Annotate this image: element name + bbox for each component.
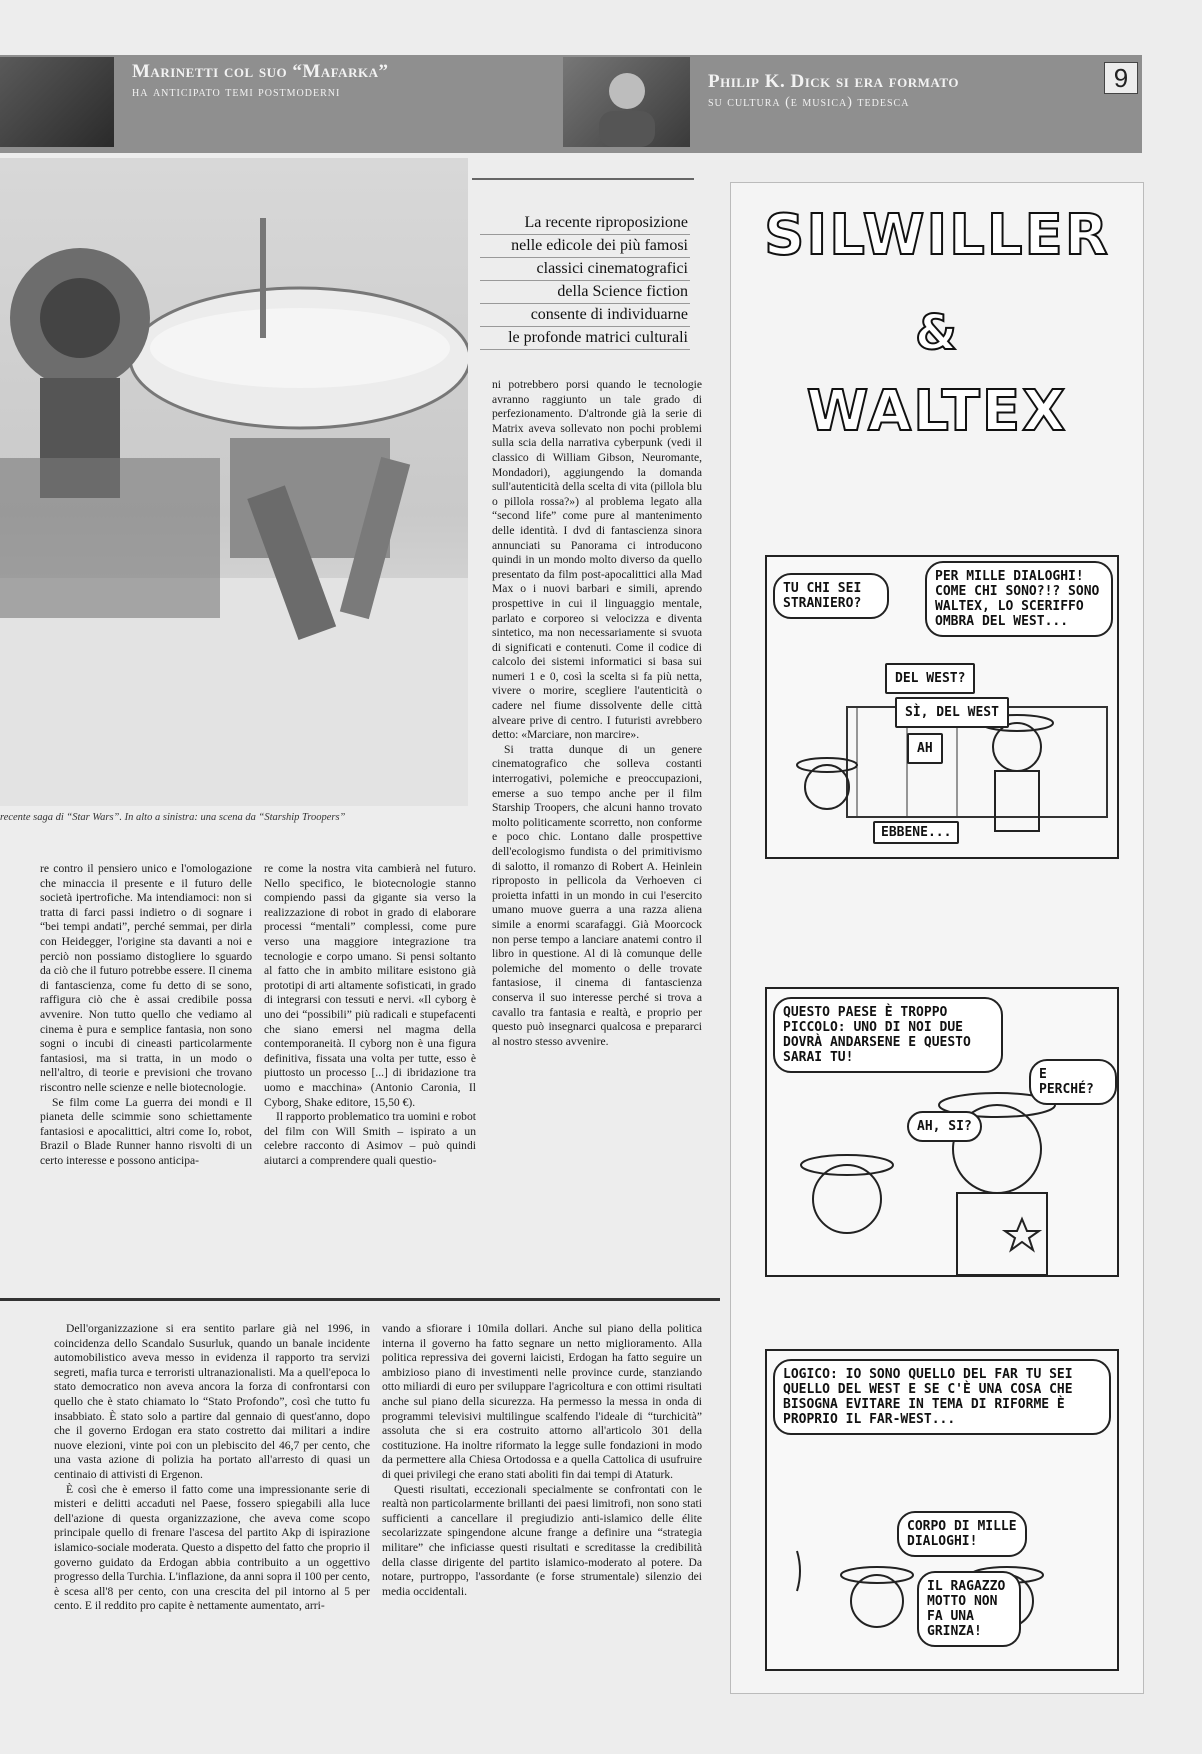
- speech-bubble: TU CHI SEI STRANIERO?: [773, 573, 889, 619]
- pull-quote-line: classici cinematografici: [480, 258, 690, 281]
- pull-quote: [480, 212, 690, 350]
- sign-board: SÌ, DEL WEST: [895, 697, 1009, 728]
- comic-panel-2: [765, 987, 1119, 1277]
- paragraph: È così che è emerso il fatto come una impressionante serie di misteri e delitti accaduti nel Paese, fossero spiegabili alla luce dell'azione di questa organizzazione, che aveva come scopo principale quello di frenare l'ascesa del partito Akp di ispirazione islamico-sociale moderata. Questo a dispetto del fatto che proprio il governo guidato da Erdogan abbia contribuito a un oggettivo progresso della Turchia. L'inflazione, da anni sopra il 100 per cento, è scesa all'8 per cento, con una crescita del pil intorno al 5 per cento. E il reddito pro capite è nettamente aumentato, arri-: [54, 1482, 371, 1613]
- header-left-subtitle: ha anticipato temi postmoderni: [132, 85, 341, 100]
- comic-strip: [730, 182, 1144, 1694]
- header-right-subtitle: su cultura (e musica) tedesca: [708, 95, 910, 110]
- paragraph: Dell'organizzazione si era sentito parlare già nel 1996, in coincidenza dello Scandalo Susurluk, quando un banale incidente automobilistico aveva messo in evidenza il rapporto tra servizi segreti, mafia turca e terroristi ultranazionalisti. Ma a quell'epoca lo stato democratico non aveva ancora la forza di confrontarsi con quello che è stato chiamato lo “Stato Profondo”, così che tutto fu insabbiato. È stato solo a partire dal gennaio di quest'anno, dopo che il governo Erdogan era stato costretto dai militari a indire nuove elezioni, vinte poi con un plebiscito del 46,7 per cento, che una vasta azione di polizia ha portato all'arresto di quasi un centinaio di attivisti di Ergenon.: [54, 1322, 370, 1481]
- speech-bubble: EBBENE...: [873, 821, 959, 844]
- page-header: [0, 55, 1142, 153]
- paragraph: re contro il pensiero unico e l'omologazione che minaccia il presente e il futuro delle società ipertrofiche. Ma intendiamoci: non si tratta di farci passi indietro o di sognare i “bei tempi andati”, perché semmai, per dirla con Heidegger, l'origine sta davanti a noi e perciò non possiamo distogliere lo sguardo da ciò che il futuro potrebbe essere. Il cinema di fantascienza, come fu detto di se sono, raffigura ciò che è assai credibile possa avvenire. Non tutto quello che vediamo al cinema è pura e semplice fantasia, non sono sogni o incubi di cineasti particolarmente fantasiosi, ma si tratta, in un modo o nell'altro, di teorie e previsioni che trovano riscontro nelle scienze e nelle biotecnologie.: [40, 862, 252, 1094]
- pull-quote-line: nelle edicole dei più famosi: [480, 235, 690, 258]
- article-column-right: [492, 378, 702, 1049]
- portrait-icon: [563, 57, 690, 147]
- sign-board: DEL WEST?: [885, 663, 975, 694]
- header-photo-right: [563, 57, 690, 147]
- paragraph: vando a sfiorare i 10mila dollari. Anche sul piano della politica interna il governo ha fatto segnare un netto miglioramento. Alla politica repressiva dei governi laicisti, Erdogan ha fatto seguire un ambizioso piano di investimenti nelle province curde, stanziando otto miliardi di euro per sviluppare l'agricoltura e con ottimi risultati anche sul piano della sicurezza. Ha permesso la messa in onda di programmi televisivi multilingue scalfendo l'ideale di “turchicità” assoluta che si era costruito attorno all'articolo 301 della costituzione. Ha inoltre riformato la legge sulle fondazioni in modo da permettere alla Chiesa Ortodossa e a quella Cattolica di usufruire di quei privilegi che erano stati aboliti fin dai tempi di Ataturk.: [382, 1322, 702, 1481]
- sign-board: AH: [907, 733, 943, 764]
- comic-title-ampersand: &: [915, 305, 959, 361]
- section-divider: [0, 1298, 720, 1301]
- header-left-title: Marinetti col suo “Mafarka” ha anticipato temi postmoderni: [132, 61, 462, 103]
- pull-quote-line: le profonde matrici culturali: [480, 327, 690, 350]
- second-article-column-2: [382, 1322, 702, 1599]
- comic-title-waltex: WALTEX: [806, 379, 1068, 444]
- paragraph: Questi risultati, eccezionali specialmente se confrontati con le realtà non particolarmente brillanti dei paesi limitrofi, non sono stati sufficienti a cancellare il pregiudizio anti-islamico delle élite secolarizzate spingendone alcune frange a definire una “strategia militare” che inficiasse questi risultati e screditasse la credibilità della classe dirigente del partito islamico-moderato al potere. Da notare, purtroppo, l'assordante (e forse strumentale) silenzio dei media occidentali.: [382, 1482, 702, 1598]
- speech-bubble: IL RAGAZZO MOTTO NON FA UNA GRINZA!: [917, 1571, 1021, 1647]
- page-number: 9: [1104, 62, 1138, 94]
- pull-quote-line: La recente riproposizione: [480, 212, 690, 235]
- speech-bubble: PER MILLE DIALOGHI! COME CHI SONO?!? SONO WALTEX, LO SCERIFFO OMBRA DEL WEST...: [925, 561, 1113, 637]
- speech-bubble: E PERCHÉ?: [1029, 1059, 1117, 1105]
- paragraph: re come la nostra vita cambierà nel futuro. Nello specifico, le biotecnologie stanno compiendo passi da gigante sia verso la realizzazione di robot in grado di elaborare processi “mentali” complessi, come pure verso una maggiore integrazione tra tecnologie e corpo umano. Si pensi soltanto al fatto che in ambito militare esistono già prototipi di arti altamente sofisticati, in grado di integrarsi con tessuti e nervi. «Il cyborg è uno dei “possibili” più radicali e stupefacenti che siano emersi nel magma della contemporaneità. Il cyborg non è una figura definitiva, fissata una volta per tutte, esso è piuttosto un processo [...] di ibridazione tra uomo e macchina» (Antonio Caronia, Il Cyborg, Shake editore, 15,50 €).: [264, 862, 476, 1109]
- speech-bubble: CORPO DI MILLE DIALOGHI!: [897, 1511, 1027, 1557]
- comic-title-silwiller: SILWILLER: [764, 203, 1110, 268]
- article-photo: [0, 158, 468, 806]
- speech-bubble: LOGICO: IO SONO QUELLO DEL FAR TU SEI QUELLO DEL WEST E SE C'È UNA COSA CHE BISOGNA EVITARE IN TEMA DI RIFORME È PROPRIO IL FAR-WEST...: [773, 1359, 1111, 1435]
- pull-quote-line: della Science fiction: [480, 281, 690, 304]
- paragraph: Se film come La guerra dei mondi e Il pianeta delle scimmie sono schiettamente fantasiosi e apocalittici, altri come Io, robot, Brazil o Blade Runner hanno risvolti di un certo interesse e possono anticipa-: [40, 1095, 252, 1167]
- paragraph: Si tratta dunque di un genere cinematografico che solleva costanti interrogativi, polemiche e preoccupazioni, emerse a suo tempo anche per il film Starship Troopers, che alcuni hanno trovato molto politicamente scorretto, non conforme e poco chic. Lontano dalle prospettive dell'ecologismo fundista o del primitivismo di salotto, il romanzo di Robert A. Heinlein riproposto in pellicola da Verhoeven ci proietta infatti in un mondo in cui l'esercito umano muove guerra a una razza aliena simile a enormi scarafaggi. Già Moorcock non perse tempo a lanciare anatemi contro il libro in questione. Al di là comunque delle polemiche del momento o delle trovate fantasiose, il cinema di fantascienza conserva il suo interesse perché si trova a cavallo tra fantasia e realtà, e proprio per questo può insegnarci qualcosa e prepararci al nostro stesso avvenire.: [492, 742, 702, 1048]
- second-article-column-1: [54, 1322, 370, 1614]
- comic-panel-3: [765, 1349, 1119, 1671]
- comic-panel-1: [765, 555, 1119, 859]
- photo-caption: recente saga di “Star Wars”. In alto a sinistra: una scena da “Starship Troopers”: [0, 812, 346, 823]
- paragraph: ni potrebbero porsi quando le tecnologie avranno raggiunto un tale grado di perfezionamento. D'altronde già la serie di Matrix aveva sollevato non pochi problemi sulla scia della narrativa cyberpunk (vedi il classico di William Gibson, Neuromante, Mondadori), aggiungendo la domanda sull'autenticità della scelta di vita (pillola blu o pillola rossa?») al problema legato alla “second life” come pure al mantenimento delle identità. I dvd di fantascienza sinora annunciati su Panorama ci introducono quindi in un mondo molto diverso da quello presentato da film post-apocalittici alla Mad Max o i nuovi barbari e simili, aprendo prospettive in cui il linguaggio mentale, parlato e corporeo si velocizza e diventa sintetico, ma non necessariamente si svuota di significati e contenuti. Come il codice di calcolo dei sistemi informatici si basa sui numeri 1 e 0, così la scelta si fa più netta, vivere o morire, scegliere l'autenticità o cadere nel fiume dissolvente delle città alveare prive di centro. I futuristi avrebbero detto: «Marciare, non marcire».: [492, 378, 702, 742]
- spaceship-photo-illustration: [0, 158, 468, 806]
- article-column-1: [40, 862, 252, 1168]
- speech-bubble: QUESTO PAESE È TROPPO PICCOLO: UNO DI NOI DUE DOVRÀ ANDARSENE E QUESTO SARAI TU!: [773, 997, 1003, 1073]
- header-photo-left: [0, 57, 114, 147]
- speech-bubble: AH, SI?: [907, 1111, 982, 1142]
- pull-quote-line: consente di individuarne: [480, 304, 690, 327]
- paragraph: Il rapporto problematico tra uomini e robot del film con Will Smith – ispirato a un celebre racconto di Asimov – può quindi aiutarci a comprendere quali questio-: [264, 1110, 476, 1167]
- pull-quote-rule: [472, 178, 694, 180]
- article-column-2: [264, 862, 476, 1168]
- header-right-title: Philip K. Dick si era formato su cultura (e musica) tedesca: [708, 71, 1038, 113]
